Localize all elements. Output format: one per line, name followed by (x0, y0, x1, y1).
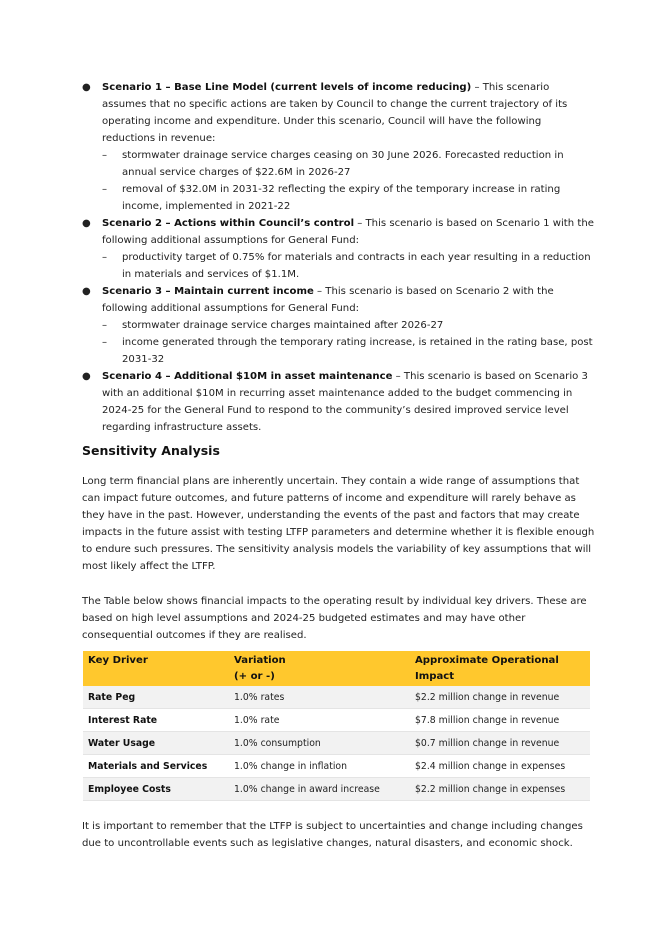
scenario-title: Scenario 4 – Additional $10M in asset maintenance (102, 371, 393, 382)
scenario-subitems (102, 147, 596, 215)
table-row (83, 778, 590, 801)
column-header-text: Approximate Operational (415, 655, 559, 666)
column-header-text: Variation (234, 655, 286, 666)
scenario-list (82, 79, 596, 436)
scenario-title: Scenario 3 – Maintain current income (102, 286, 314, 297)
scenario-text: – This scenario assumes that no specific actions are taken by Council to change the current trajectory of its operating income and expenditure. Under this scenario, Council will have the following reductions in revenue: (102, 82, 568, 144)
section-heading: Sensitivity Analysis (82, 443, 220, 458)
variation-cell: 1.0% rate (229, 709, 410, 732)
sensitivity-table (83, 651, 590, 801)
sub-item (102, 317, 596, 334)
dash-icon: – (102, 184, 108, 195)
column-header (410, 651, 590, 686)
dash-icon: – (102, 150, 108, 161)
scenario-item (82, 368, 596, 436)
closing-paragraph: It is important to remember that the LTFP is subject to uncertainties and change including changes due to uncontrollable events such as legislative changes, natural disasters, and economic shock. (82, 821, 583, 849)
sub-item-text: productivity target of 0.75% for materials and contracts in each year resulting in a reduction in materials and services of $1.1M. (122, 252, 591, 280)
table-intro-paragraph: The Table below shows financial impacts to the operating result by individual key drivers. These are based on high level assumptions and 2024-25 budgeted estimates and may have other consequential outcomes if they are realised. (82, 596, 587, 641)
scenario-title: Scenario 2 – Actions within Council’s control (102, 218, 355, 229)
column-header-text: Impact (415, 671, 455, 682)
key-driver-cell: Employee Costs (83, 778, 229, 801)
key-driver-cell: Rate Peg (83, 686, 229, 709)
sub-item-text: income generated through the temporary rating increase, is retained in the rating base, post 2031-32 (122, 337, 593, 365)
table-row (83, 732, 590, 755)
impact-cell: $0.7 million change in revenue (410, 732, 590, 755)
impact-cell: $2.2 million change in expenses (410, 778, 590, 801)
bullet-icon: ● (82, 371, 91, 382)
key-driver-cell: Water Usage (83, 732, 229, 755)
sub-item-text: removal of $32.0M in 2031-32 reflecting the expiry of the temporary increase in rating income, implemented in 2021-22 (122, 184, 561, 212)
dash-icon: – (102, 320, 108, 331)
table-row (83, 686, 590, 709)
scenario-text: – This scenario is based on Scenario 1 with the following additional assumptions for General Fund: (102, 218, 594, 246)
table-header-row (83, 651, 590, 686)
scenario-text: – This scenario is based on Scenario 2 with the following additional assumptions for General Fund: (102, 286, 554, 314)
scenario-item (82, 215, 596, 283)
scenario-title: Scenario 1 – Base Line Model (current levels of income reducing) (102, 82, 472, 93)
variation-cell: 1.0% change in inflation (229, 755, 410, 778)
bullet-icon: ● (82, 286, 91, 297)
dash-icon: – (102, 337, 108, 348)
impact-cell: $2.2 million change in revenue (410, 686, 590, 709)
impact-cell: $7.8 million change in revenue (410, 709, 590, 732)
variation-cell: 1.0% consumption (229, 732, 410, 755)
scenario-text: – This scenario is based on Scenario 3 with an additional $10M in recurring asset maintenance added to the budget commencing in 2024-25 for the General Fund to respond to the community’s desired improved service level regarding infrastructure assets. (102, 371, 588, 433)
sub-item (102, 249, 596, 283)
variation-cell: 1.0% change in award increase (229, 778, 410, 801)
intro-paragraph: Long term financial plans are inherently uncertain. They contain a wide range of assumptions that can impact future outcomes, and future patterns of income and expenditure will rarely behave as they have in the past. However, understanding the events of the past and factors that may create impacts in the future assist with testing LTFP parameters and determine whether it is flexible enough to endure such pressures. The sensitivity analysis models the variability of key assumptions that will most likely affect the LTFP. (82, 476, 595, 572)
scenario-item (82, 79, 596, 215)
table-row (83, 709, 590, 732)
scenario-subitems (102, 317, 596, 368)
sub-item-text: stormwater drainage service charges ceasing on 30 June 2026. Forecasted reduction in annual service charges of $22.6M in 2026-27 (122, 150, 564, 178)
bullet-icon: ● (82, 82, 91, 93)
sub-item (102, 334, 596, 368)
column-header-text: Key Driver (88, 655, 148, 666)
sub-item (102, 181, 596, 215)
column-header (229, 651, 410, 686)
key-driver-cell: Materials and Services (83, 755, 229, 778)
column-header (83, 651, 229, 686)
key-driver-cell: Interest Rate (83, 709, 229, 732)
scenario-item (82, 283, 596, 368)
table-row (83, 755, 590, 778)
column-header-text: (+ or -) (234, 671, 275, 682)
scenario-subitems (102, 249, 596, 283)
sub-item-text: stormwater drainage service charges maintained after 2026-27 (122, 320, 444, 331)
impact-cell: $2.4 million change in expenses (410, 755, 590, 778)
sub-item (102, 147, 596, 181)
dash-icon: – (102, 252, 108, 263)
variation-cell: 1.0% rates (229, 686, 410, 709)
table-body (83, 686, 590, 801)
bullet-icon: ● (82, 218, 91, 229)
